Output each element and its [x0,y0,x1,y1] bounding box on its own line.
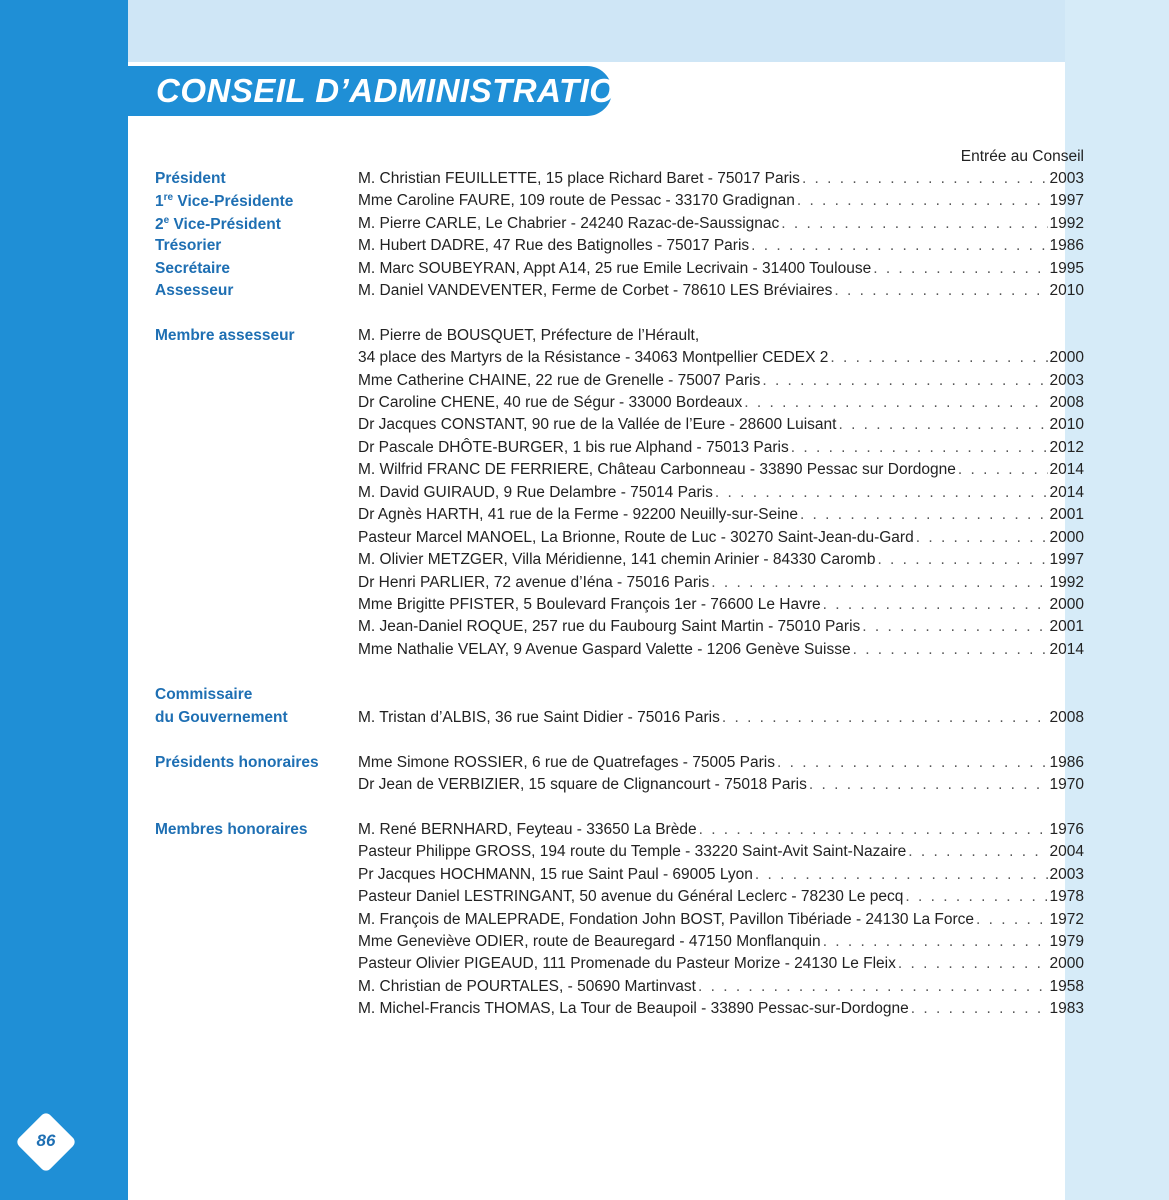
member-name: M. Wilfrid FRANC DE FERRIERE, Château Carbonneau - 33890 Pessac sur Dordogne [358,461,956,478]
entry-year: 1976 [1049,821,1084,838]
table-row [0,461,1169,483]
member-name: Pasteur Olivier PIGEAUD, 111 Promenade du Pasteur Morize - 24130 Le Fleix [358,955,896,972]
entry-year: 1986 [1049,237,1084,254]
entry-year: 2000 [1049,955,1084,972]
member-entry [358,866,1084,888]
leader-dots [722,709,1048,727]
entry-column-header: Entrée au Conseil [960,148,1084,165]
entry-year: 2003 [1049,866,1084,883]
entry-year: 2000 [1049,596,1084,613]
member-name: M. Daniel VANDEVENTER, Ferme de Corbet - 78610 LES Bréviaires [358,282,833,299]
member-name: M. Jean-Daniel ROQUE, 257 rue du Faubourg Saint Martin - 75010 Paris [358,618,861,635]
leader-dots [791,439,1048,457]
member-entry [358,888,1084,910]
leader-dots [698,978,1048,996]
member-name: Mme Catherine CHAINE, 22 rue de Grenelle - 75007 Paris [358,372,761,389]
entry-year: 1983 [1049,1000,1084,1017]
entry-year: 2008 [1049,709,1084,726]
leader-dots [751,237,1047,255]
table-row [0,282,1169,304]
member-name: Mme Simone ROSSIER, 6 rue de Quatrefages - 75005 Paris [358,754,775,771]
entry-year: 2004 [1049,843,1084,860]
entry-year: 1970 [1049,776,1084,793]
leader-dots [777,754,1048,772]
entry-year: 2010 [1049,416,1084,433]
member-name: Pasteur Marcel MANOEL, La Brionne, Route de Luc - 30270 Saint-Jean-du-Gard [358,529,914,546]
member-name: Pr Jacques HOCHMANN, 15 rue Saint Paul - 69005 Lyon [358,866,753,883]
leader-dots [976,911,1048,929]
member-entry [358,821,1084,843]
member-entry [358,641,1084,663]
member-entry [358,574,1084,596]
table-row [0,955,1169,977]
member-entry [358,394,1084,416]
entry-year: 1992 [1049,215,1084,232]
member-entry [358,215,1084,237]
leader-dots [802,170,1048,188]
member-name: M. Hubert DADRE, 47 Rue des Batignolles - 75017 Paris [358,237,750,254]
member-name: M. David GUIRAUD, 9 Rue Delambre - 75014 Paris [358,484,713,501]
leader-dots [715,484,1048,502]
member-entry [358,372,1084,394]
member-name: Mme Nathalie VELAY, 9 Avenue Gaspard Valette - 1206 Genève Suisse [358,641,851,658]
entry-year: 2010 [1049,282,1084,299]
member-name: M. Olivier METZGER, Villa Méridienne, 141 chemin Arinier - 84330 Caromb [358,551,876,568]
member-name: Dr Jacques CONSTANT, 90 rue de la Vallée de l’Eure - 28600 Luisant [358,416,837,433]
entry-year: 2000 [1049,529,1084,546]
page-title: CONSEIL D’ADMINISTRATION [156,72,640,109]
leader-dots [830,349,1047,367]
leader-dots [823,596,1048,614]
member-entry [358,529,1084,551]
table-row [0,866,1169,888]
member-name: M. Michel-Francis THOMAS, La Tour de Beaupoil - 33890 Pessac-sur-Dordogne [358,1000,909,1017]
entry-year: 1995 [1049,260,1084,277]
member-entry [358,1000,1084,1022]
entry-year: 2014 [1049,461,1084,478]
table-row [0,933,1169,955]
table-row [0,843,1169,865]
role-label: Trésorier [155,237,222,254]
role-label: Assesseur [155,282,234,299]
member-name: M. François de MALEPRADE, Fondation John BOST, Pavillon Tibériade - 24130 La Force [358,911,974,928]
member-entry [358,911,1084,933]
member-name: Dr Jean de VERBIZIER, 15 square de Clignancourt - 75018 Paris [358,776,807,793]
role-label: 2e Vice-Président [155,215,281,234]
member-name: M. René BERNHARD, Feyteau - 33650 La Brède [358,821,697,838]
leader-dots [916,529,1048,547]
table-row [0,978,1169,1000]
member-name: Dr Caroline CHENE, 40 rue de Ségur - 33000 Bordeaux [358,394,743,411]
table-row [0,416,1169,438]
table-row [0,776,1169,798]
table-row [0,596,1169,618]
entry-year: 1958 [1049,978,1084,995]
table-row [0,686,1169,708]
member-entry [358,461,1084,483]
member-name: Mme Caroline FAURE, 109 route de Pessac - 33170 Gradignan [358,192,795,209]
role-label: Commissaire [155,686,253,703]
entry-year: 1997 [1049,551,1084,568]
entry-year: 2003 [1049,372,1084,389]
entry-year: 1972 [1049,911,1084,928]
table-row [0,215,1169,237]
member-name: 34 place des Martyrs de la Résistance - 34063 Montpellier CEDEX 2 [358,349,829,366]
table-row [0,394,1169,416]
leader-dots [873,260,1047,278]
table-row [0,888,1169,910]
table-row [0,1000,1169,1022]
leader-dots [838,416,1047,434]
table-row [0,170,1169,192]
leader-dots [911,1000,1048,1018]
member-entry [358,439,1084,461]
member-name: Pasteur Daniel LESTRINGANT, 50 avenue du Général Leclerc - 78230 Le pecq [358,888,904,905]
leader-dots [797,192,1048,210]
table-row [0,754,1169,776]
member-name: M. Christian FEUILLETTE, 15 place Richard Baret - 75017 Paris [358,170,800,187]
role-label: Membre assesseur [155,327,295,344]
role-label: Président [155,170,226,187]
member-name: M. Marc SOUBEYRAN, Appt A14, 25 rue Emile Lecrivain - 31400 Toulouse [358,260,872,277]
member-name: M. Tristan d’ALBIS, 36 rue Saint Didier - 75016 Paris [358,709,720,726]
member-name: M. Pierre de BOUSQUET, Préfecture de l’Hérault, [358,327,700,344]
entry-year: 2014 [1049,641,1084,658]
table-row [0,192,1169,214]
member-name: Dr Henri PARLIER, 72 avenue d’Iéna - 75016 Paris [358,574,710,591]
role-label: 1re Vice-Présidente [155,192,294,211]
table-row [0,618,1169,640]
member-entry [358,776,1084,798]
member-entry [358,237,1084,259]
member-entry [358,484,1084,506]
page-number: 86 [36,1131,56,1150]
leader-dots [958,461,1048,479]
entry-year: 1978 [1049,888,1084,905]
member-name: Mme Geneviève ODIER, route de Beauregard - 47150 Monflanquin [358,933,821,950]
member-entry [358,933,1084,955]
member-name: M. Christian de POURTALES, - 50690 Martinvast [358,978,696,995]
leader-dots [908,843,1047,861]
role-label: Membres honoraires [155,821,308,838]
member-entry [358,327,1084,349]
member-entry [358,170,1084,192]
table-row [0,372,1169,394]
entry-year: 1979 [1049,933,1084,950]
entry-year: 2001 [1049,506,1084,523]
member-entry [358,551,1084,573]
leader-dots [711,574,1047,592]
member-entry [358,349,1084,371]
member-entry [358,709,1084,731]
entry-year: 2008 [1049,394,1084,411]
leader-dots [699,821,1048,839]
member-name: Dr Agnès HARTH, 41 rue de la Ferme - 92200 Neuilly-sur-Seine [358,506,798,523]
member-name: M. Pierre CARLE, Le Chabrier - 24240 Razac-de-Saussignac [358,215,780,232]
member-entry [358,618,1084,640]
table-row [0,506,1169,528]
role-label: Secrétaire [155,260,230,277]
member-entry [358,416,1084,438]
table-row [0,529,1169,551]
member-entry [358,754,1084,776]
leader-dots [898,955,1048,973]
leader-dots [781,215,1047,233]
leader-dots [755,866,1048,884]
member-entry [358,955,1084,977]
table-row [0,821,1169,843]
table-row [0,911,1169,933]
member-entry [358,282,1084,304]
leader-dots [809,776,1048,794]
leader-dots [762,372,1047,390]
member-entry [358,506,1084,528]
member-entry [358,192,1084,214]
entry-year: 1992 [1049,574,1084,591]
leader-dots [823,933,1048,951]
member-entry [358,596,1084,618]
leader-dots [905,888,1047,906]
entry-year: 1986 [1049,754,1084,771]
entry-year: 1997 [1049,192,1084,209]
table-row [0,237,1169,259]
entry-year: 2012 [1049,439,1084,456]
table-row [0,641,1169,663]
member-entry [358,260,1084,282]
leader-dots [834,282,1047,300]
table-row [0,327,1169,349]
table-row [0,484,1169,506]
entry-year: 2000 [1049,349,1084,366]
member-entry [358,843,1084,865]
entry-year: 2014 [1049,484,1084,501]
leader-dots [862,618,1047,636]
entry-year: 2003 [1049,170,1084,187]
table-row [0,551,1169,573]
member-name: Dr Pascale DHÔTE-BURGER, 1 bis rue Alphand - 75013 Paris [358,439,789,456]
leader-dots [800,506,1048,524]
role-label: Présidents honoraires [155,754,319,771]
member-name: Pasteur Philippe GROSS, 194 route du Temple - 33220 Saint-Avit Saint-Nazaire [358,843,907,860]
table-row [0,349,1169,371]
table-row [0,439,1169,461]
table-row [0,260,1169,282]
table-row [0,574,1169,596]
leader-dots [744,394,1047,412]
leader-dots [877,551,1047,569]
member-entry [358,978,1084,1000]
member-name: Mme Brigitte PFISTER, 5 Boulevard François 1er - 76600 Le Havre [358,596,821,613]
table-row [0,709,1169,731]
leader-dots [853,641,1048,659]
role-label: du Gouvernement [155,709,288,726]
entry-year: 2001 [1049,618,1084,635]
